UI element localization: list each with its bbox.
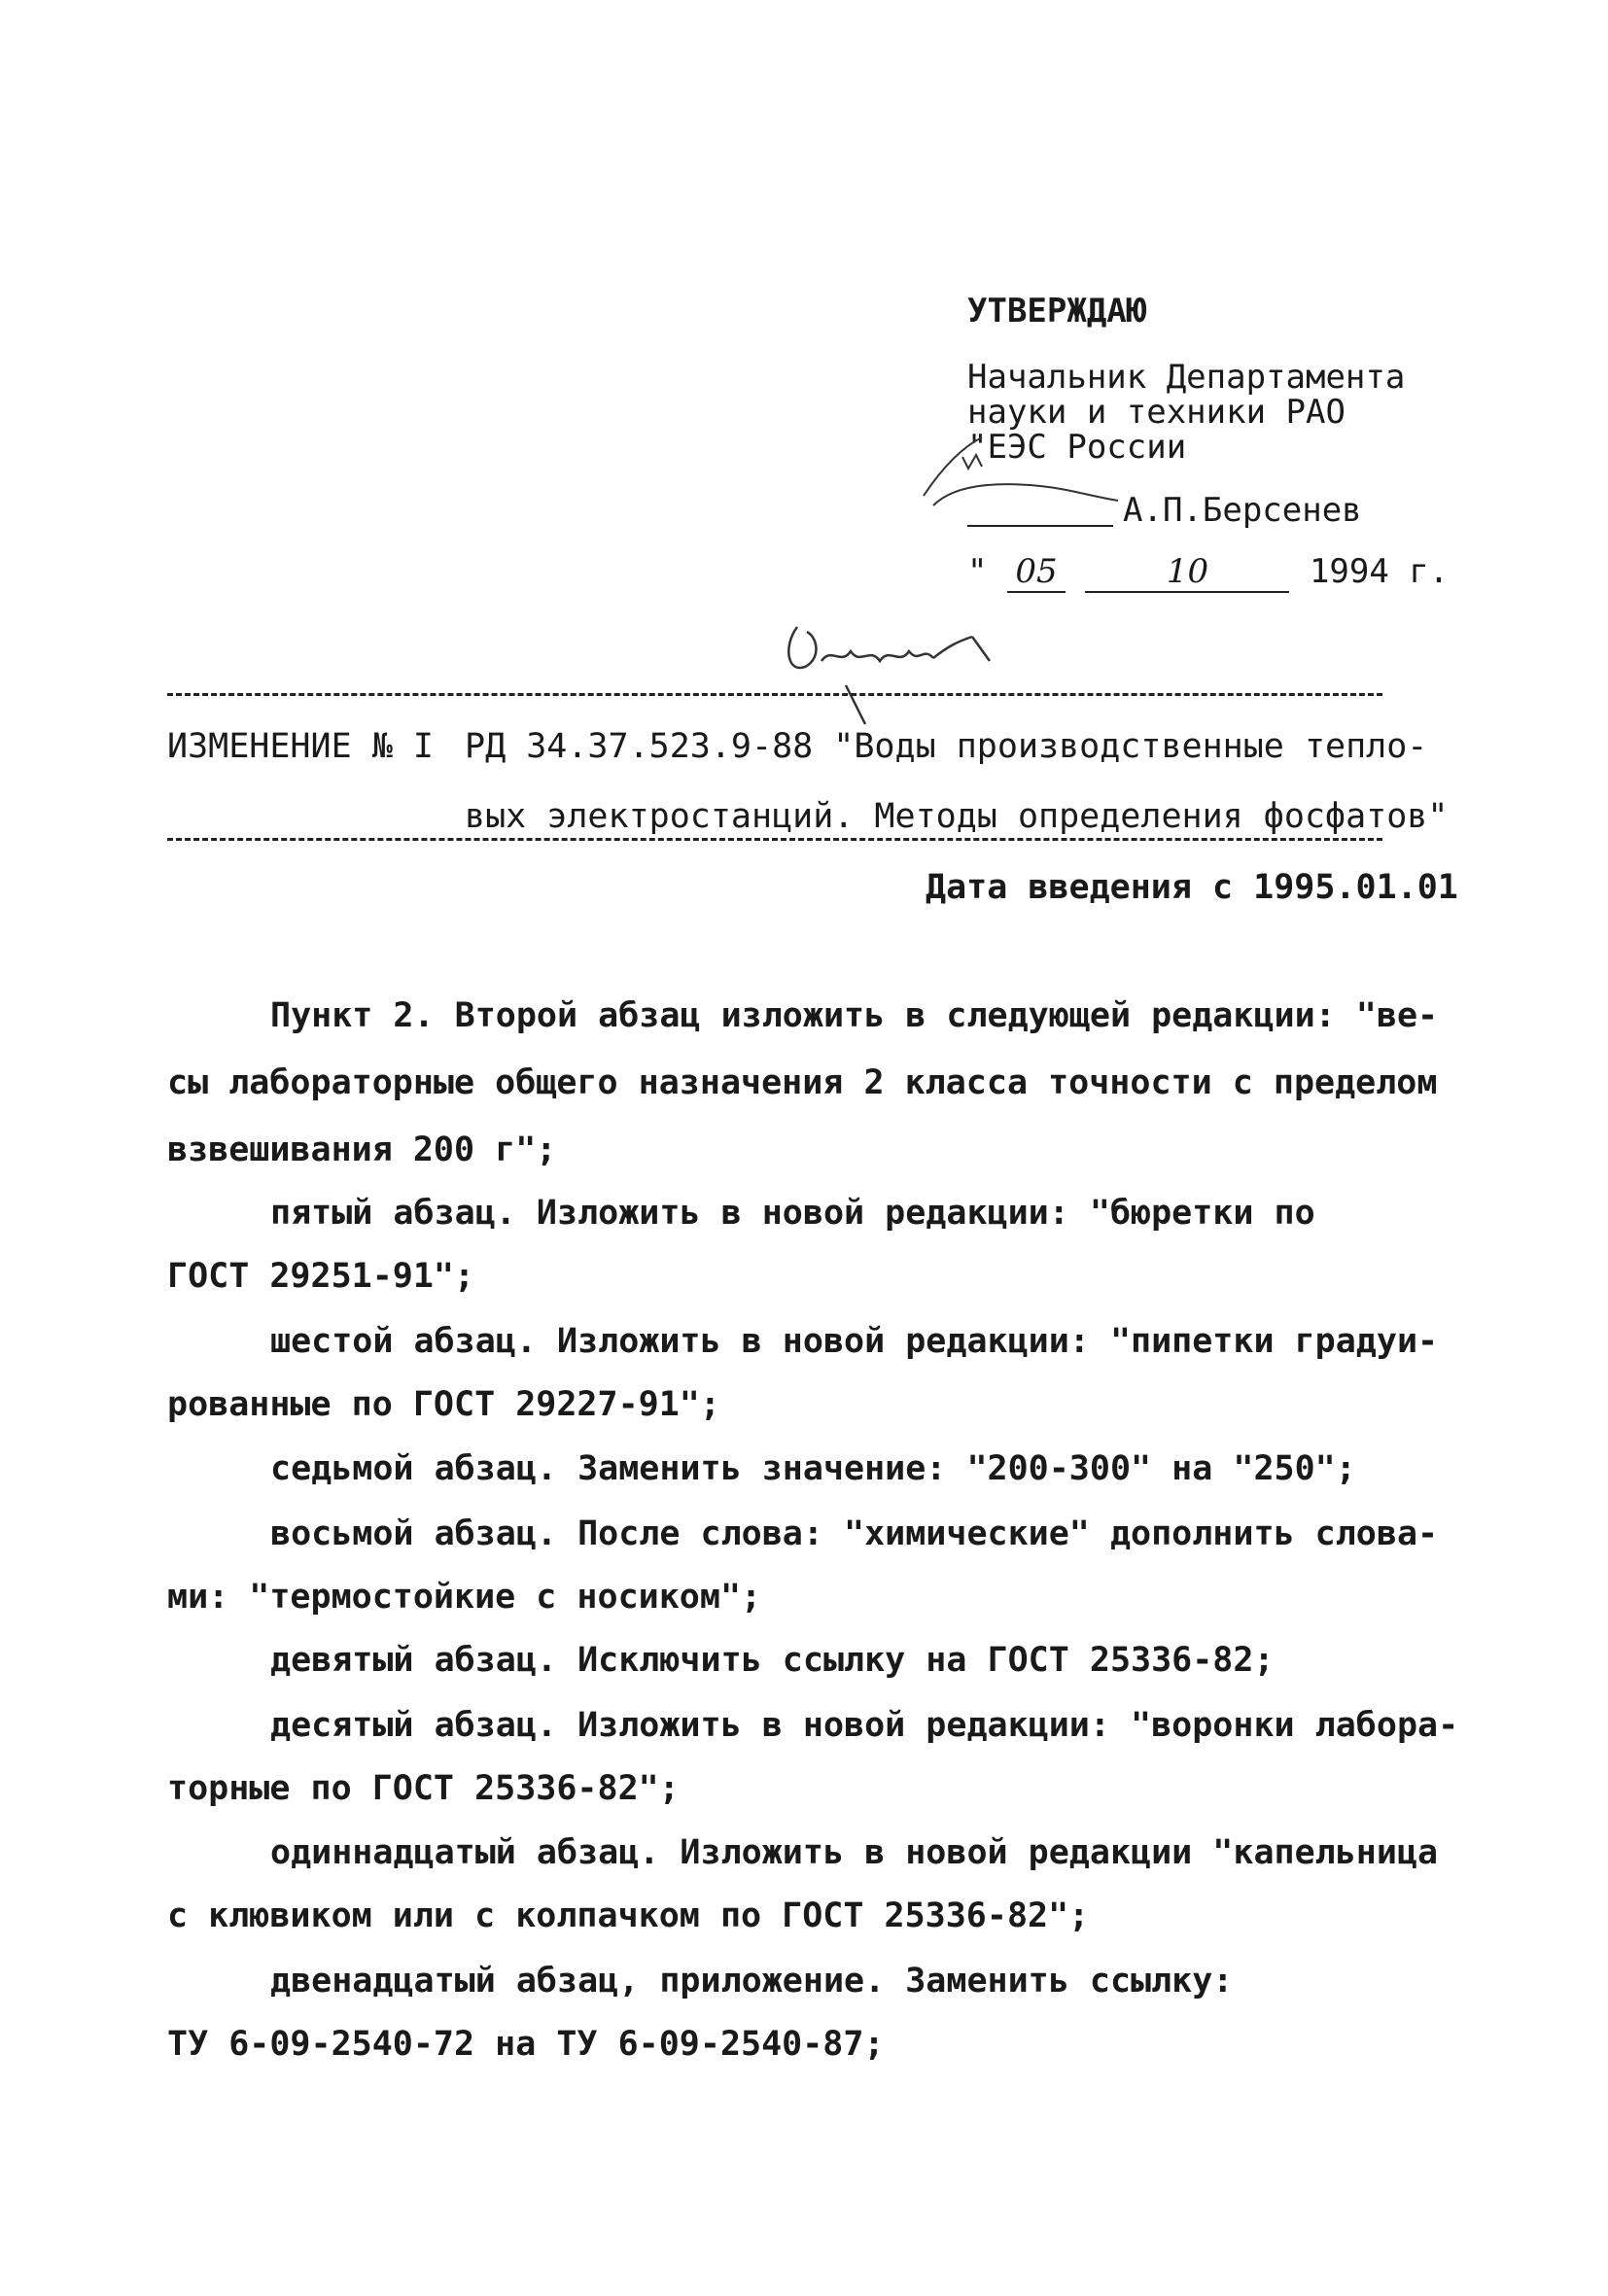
approval-position-line-1: Начальник Департамента xyxy=(967,358,1406,397)
effective-date: Дата введения с 1995.01.01 xyxy=(926,868,1458,907)
body-line: двенадцатый абзац, приложение. Заменить ссылку: xyxy=(270,1962,1234,2000)
approval-date-row xyxy=(967,552,1449,593)
body-line: взвешивания 200 г"; xyxy=(167,1131,557,1169)
date-year: 1994 г. xyxy=(1309,552,1450,591)
change-title-line-2: вых электростанций. Методы определения фосфатов" xyxy=(465,797,1449,836)
body-line: пятый абзац. Изложить в новой редакции: "бюретки по xyxy=(270,1194,1315,1233)
body-line: восьмой абзац. После слова: "химические" дополнить слова- xyxy=(270,1514,1439,1553)
approval-signatory: А.П.Берсенев xyxy=(1123,491,1362,530)
handwritten-autograph xyxy=(778,608,1011,724)
signature-line xyxy=(967,525,1113,527)
body-line: рованные по ГОСТ 29227-91"; xyxy=(167,1385,720,1424)
approval-heading: УТВЕРЖДАЮ xyxy=(967,292,1147,330)
body-line: одиннадцатый абзац. Изложить в новой редакции "капельница xyxy=(270,1833,1439,1872)
body-line: Пункт 2. Второй абзац изложить в следующей редакции: "ве- xyxy=(270,996,1439,1035)
top-divider xyxy=(167,693,1382,696)
body-line: седьмой абзац. Заменить значение: "200-300" на "250"; xyxy=(270,1449,1356,1488)
bottom-divider xyxy=(167,838,1382,841)
body-line: ГОСТ 29251-91"; xyxy=(167,1257,475,1296)
change-label: ИЗМЕНЕНИЕ № I xyxy=(167,727,434,766)
change-title-line-1: РД 34.37.523.9-88 "Воды производственные тепло- xyxy=(465,727,1428,766)
date-month: 10 xyxy=(1085,552,1289,593)
body-line: сы лабораторные общего назначения 2 класса точности с пределом xyxy=(167,1063,1438,1102)
signature-scribble xyxy=(904,428,1157,525)
body-line: девятый абзац. Исключить ссылку на ГОСТ 25336-82; xyxy=(270,1641,1275,1680)
body-line: торные по ГОСТ 25336-82"; xyxy=(167,1769,680,1808)
approval-position-line-2: науки и техники РАО xyxy=(967,393,1346,432)
body-line: шестой абзац. Изложить в новой редакции: "пипетки градуи- xyxy=(270,1322,1439,1361)
date-day: 05 xyxy=(1007,552,1066,593)
body-line: с клювиком или с колпачком по ГОСТ 25336-82"; xyxy=(167,1896,1090,1935)
body-line: ТУ 6-09-2540-72 на ТУ 6-09-2540-87; xyxy=(167,2025,885,2064)
body-line: десятый абзац. Изложить в новой редакции: "воронки лабора- xyxy=(270,1706,1459,1745)
date-open-quote: " xyxy=(967,552,988,591)
approval-position-line-3: "ЕЭС России xyxy=(967,428,1187,467)
body-line: ми: "термостойкие с носиком"; xyxy=(167,1578,762,1617)
